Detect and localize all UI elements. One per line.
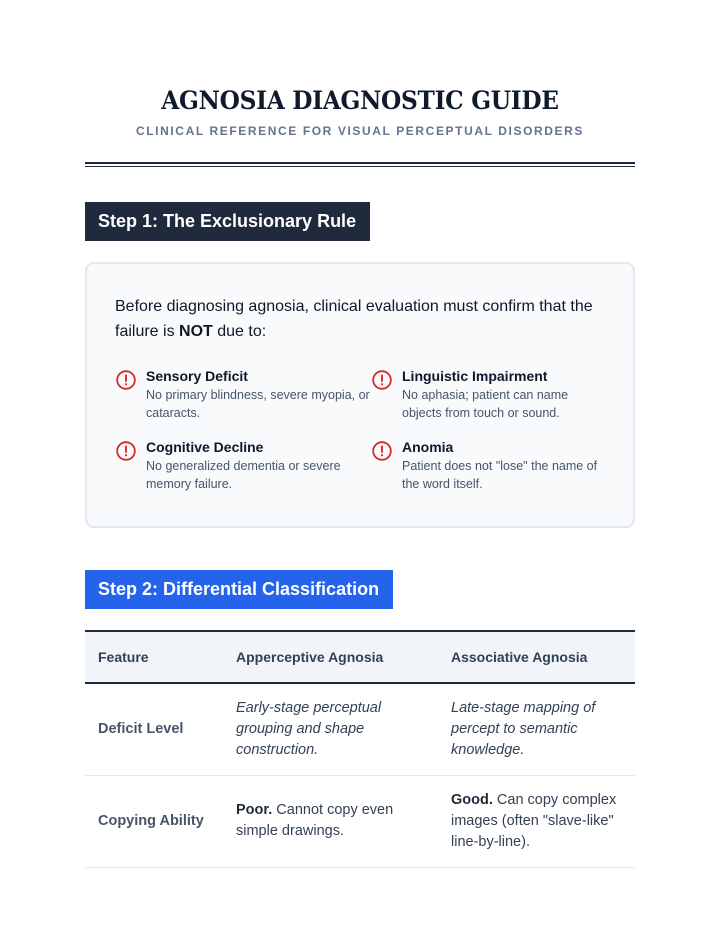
criterion-desc: No generalized dementia or severe memory failure. bbox=[146, 459, 341, 491]
document-page bbox=[85, 0, 635, 868]
criterion-anomia bbox=[371, 438, 611, 493]
criterion-cognitive-decline bbox=[115, 438, 371, 493]
differential-table bbox=[85, 630, 635, 868]
intro-emphasis: NOT bbox=[179, 323, 213, 340]
criterion-title: Cognitive Decline bbox=[146, 439, 264, 455]
associative-cell: Late-stage mapping of percept to semantic knowledge. bbox=[438, 683, 635, 775]
table-row bbox=[85, 775, 635, 867]
column-header-associative: Associative Agnosia bbox=[438, 631, 635, 683]
header-divider bbox=[85, 162, 635, 167]
criterion-title: Anomia bbox=[402, 439, 454, 455]
criterion-sensory-deficit bbox=[115, 367, 371, 422]
associative-cell bbox=[438, 775, 635, 867]
exclusion-intro bbox=[115, 294, 605, 344]
apperceptive-cell bbox=[223, 775, 438, 867]
alert-circle-icon bbox=[371, 440, 393, 462]
criterion-desc: Patient does not "lose" the name of the word itself. bbox=[402, 459, 598, 491]
page-title: AGNOSIA DIAGNOSTIC GUIDE bbox=[161, 86, 559, 115]
step1-heading: Step 1: The Exclusionary Rule bbox=[85, 202, 370, 241]
alert-circle-icon bbox=[371, 369, 393, 391]
rating-desc: Can copy complex images (often "slave-like" line-by-line). bbox=[451, 791, 617, 850]
rating-desc: Cannot copy even simple drawings. bbox=[236, 802, 394, 839]
feature-cell: Copying Ability bbox=[85, 775, 223, 867]
apperceptive-cell: Early-stage perceptual grouping and shape construction. bbox=[223, 683, 438, 775]
table-row bbox=[85, 683, 635, 775]
criteria-grid bbox=[115, 367, 605, 493]
exclusionary-rule-panel bbox=[85, 262, 635, 528]
alert-circle-icon bbox=[115, 440, 137, 462]
column-header-apperceptive: Apperceptive Agnosia bbox=[223, 631, 438, 683]
criterion-desc: No aphasia; patient can name objects from touch or sound. bbox=[402, 388, 569, 420]
rating-label: Poor. bbox=[236, 802, 273, 818]
column-header-feature: Feature bbox=[85, 631, 223, 683]
intro-text-end: due to: bbox=[212, 323, 267, 340]
page-subtitle: CLINICAL REFERENCE FOR VISUAL PERCEPTUAL DISORDERS bbox=[135, 124, 585, 138]
feature-cell: Deficit Level bbox=[85, 683, 223, 775]
criterion-desc: No primary blindness, severe myopia, or cataracts. bbox=[146, 388, 370, 420]
step2-heading: Step 2: Differential Classification bbox=[85, 570, 393, 609]
alert-circle-icon bbox=[115, 369, 137, 391]
criterion-linguistic-impairment bbox=[371, 367, 611, 422]
intro-text: Before diagnosing agnosia, clinical evaluation must confirm that the failure is bbox=[115, 298, 593, 340]
criterion-title: Linguistic Impairment bbox=[402, 368, 548, 384]
table-header-row bbox=[85, 631, 635, 683]
rating-label: Good. bbox=[451, 791, 493, 808]
criterion-title: Sensory Deficit bbox=[146, 368, 248, 384]
